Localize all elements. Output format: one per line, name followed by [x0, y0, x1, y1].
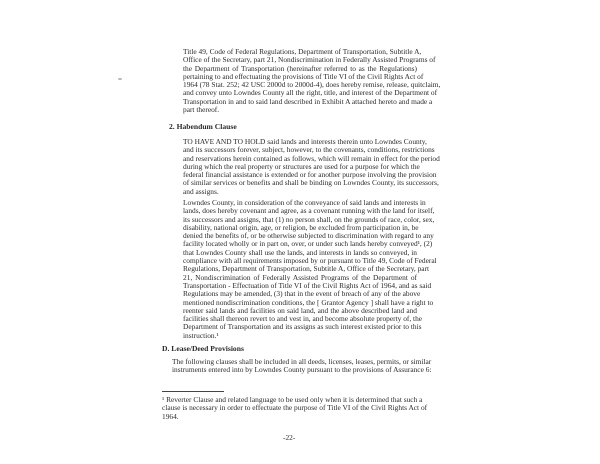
section-heading-lease-deed: D. Lease/Deed Provisions — [162, 344, 244, 353]
text-line: and its successors forever, subject, however, to the covenants, conditions, restrictions — [183, 145, 435, 155]
text-line: facilities shall thereon revert to and vest in, and become absolute property of, the — [183, 314, 423, 324]
text-line: Transportation - Effectuation of Title VI of the Civil Rights Act of 1964, and as said — [183, 280, 432, 290]
text-line: part thereof. — [183, 105, 220, 115]
page-number: -22- — [283, 433, 296, 442]
text-line: during which the real property or structures are used for a purpose for which the — [183, 161, 420, 171]
text-line: Office of the Secretary, part 21, Nondiscrimination in Federally Assisted Programs of — [183, 55, 436, 65]
text-line: disability, national origin, age, or religion, be excluded from participation in, be — [183, 222, 419, 232]
text-line: the Department of Transportation (hereinafter referred to as the Regulations) — [183, 63, 417, 73]
text-line: Department of Transportation and its assigns as such interest existed prior to this — [183, 322, 422, 332]
text-line: Title 49, Code of Federal Regulations, Department of Transportation, Subtitle A, — [183, 47, 422, 56]
text-line: facility located wholly or in part on, over, or under such lands hereby conveyed¹, (2) — [183, 239, 433, 249]
text-line: its successors and assigns, that (1) no person shall, on the grounds of race, color, sex, — [183, 214, 435, 224]
text-line: instruments entered into by Lowndes County pursuant to the provisions of Assurance 6: — [172, 365, 432, 375]
text-line: Transportation in and to said land described in Exhibit A attached hereto and made a — [183, 96, 433, 106]
text-line: that Lowndes County shall use the lands, and interests in lands so conveyed, in — [183, 247, 417, 257]
text-line: and convey unto Lowndes County all the right, title, and interest of the Department of — [183, 88, 438, 98]
text-line: Regulations may be amended, (3) that in the event of breach of any of the above — [183, 289, 421, 299]
text-line: Lowndes County, in consideration of the conveyance of said lands and interests in — [183, 198, 426, 207]
text-line: and assigns. — [183, 186, 219, 196]
text-line: mentioned nondiscrimination conditions, the [ Grantor Agency ] shall have a right to — [183, 297, 434, 307]
text-line: 1964 (78 Stat. 252; 42 USC 2000d to 2000d-4), does hereby remise, release, quitclaim, — [183, 80, 441, 90]
paragraph-covenant — [183, 198, 437, 340]
text-line: 21, Nondiscrimination of Federally Assisted Programs of the Department of — [183, 272, 417, 282]
text-line: compliance with all requirements imposed by or pursuant to Title 49, Code of Federal — [183, 256, 437, 266]
section-heading-habendum: 2. Habendum Clause — [169, 122, 237, 131]
paragraph-lease-deed — [172, 357, 432, 375]
scan-mark — [118, 78, 122, 80]
footnote — [162, 395, 428, 421]
text-line: 1964. — [162, 411, 179, 421]
text-line: clause is necessary in order to effectuate the purpose of Title VI of the Civil Rights Act of — [162, 403, 428, 413]
paragraph-deed-text — [183, 47, 441, 115]
text-line: pertaining to and effectuating the provisions of Title VI of the Civil Rights Act of — [183, 71, 424, 81]
text-line: ¹ Reverter Clause and related language to be used only when it is determined that such a — [162, 395, 423, 404]
paragraph-habendum — [183, 137, 440, 196]
text-line: Regulations, Department of Transportation, Subtitle A, Office of the Secretary, part — [183, 264, 430, 274]
text-line: TO HAVE AND TO HOLD said lands and interests therein unto Lowndes County, — [183, 137, 427, 146]
text-line: and reservations herein contained as follows, which will remain in effect for the period — [183, 153, 440, 163]
text-line: denied the benefits of, or be otherwise subjected to discrimination with regard to any — [183, 231, 434, 241]
text-line: reenter said lands and facilities on said land, and the above described land and — [183, 305, 417, 315]
footnote-divider — [162, 391, 224, 392]
text-line: The following clauses shall be included in all deeds, licenses, leases, permits, or similar — [172, 357, 432, 366]
text-line: federal financial assistance is extended or for another purpose involving the provision — [183, 170, 437, 180]
text-line: lands, does hereby covenant and agree, as a covenant running with the land for itself, — [183, 206, 435, 216]
text-line: instruction.¹ — [183, 330, 219, 340]
text-line: of similar services or benefits and shall be binding on Lowndes County, its successors, — [183, 178, 439, 188]
